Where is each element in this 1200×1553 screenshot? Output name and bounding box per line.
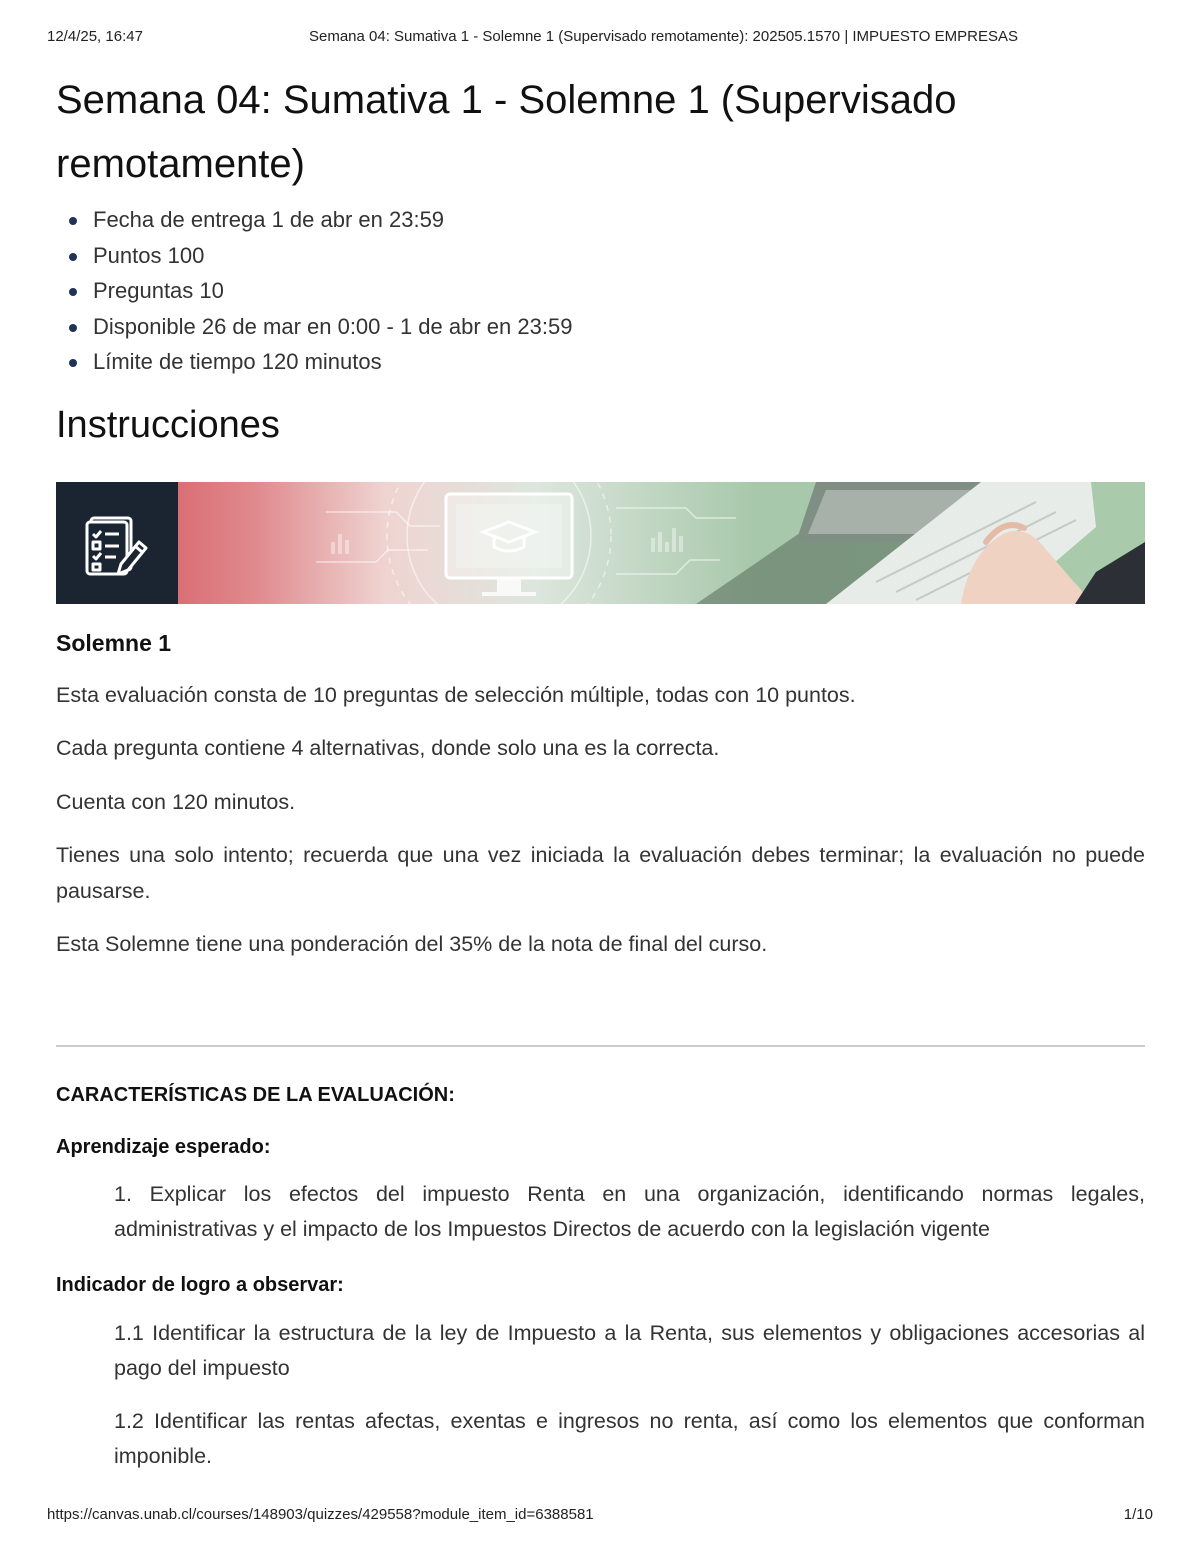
quiz-meta-questions: Preguntas 10 bbox=[56, 273, 1145, 309]
instruction-paragraph: Tienes una solo intento; recuerda que una vez iniciada la evaluación debes terminar; la evaluación no puede pausarse. bbox=[56, 843, 1145, 903]
indicator-item: 1.1 Identificar la estructura de la ley de Impuesto a la Renta, sus elementos y obligaciones accesorias al pago del impuesto bbox=[114, 1320, 1145, 1380]
monitor-graduation-cap-icon bbox=[446, 494, 572, 596]
print-page-number: 1/10 bbox=[1123, 1506, 1153, 1523]
learning-heading: Aprendizaje esperado: bbox=[56, 1135, 271, 1158]
quiz-meta-list bbox=[56, 202, 1145, 380]
print-date: 12/4/25, 16:47 bbox=[47, 28, 143, 45]
instructions-banner bbox=[56, 482, 1145, 604]
quiz-meta-due-date: Fecha de entrega 1 de abr en 23:59 bbox=[56, 202, 1145, 238]
indicator-item: 1.2 Identificar las rentas afectas, exentas e ingresos no renta, así como los elementos que conforman imponible. bbox=[114, 1408, 1145, 1468]
instruction-paragraph: Esta evaluación consta de 10 preguntas de selección múltiple, todas con 10 puntos. bbox=[56, 682, 856, 707]
print-url: https://canvas.unab.cl/courses/148903/quizzes/429558?module_item_id=6388581 bbox=[47, 1506, 594, 1523]
print-header bbox=[47, 28, 1153, 50]
characteristics-heading: CARACTERÍSTICAS DE LA EVALUACIÓN: bbox=[56, 1083, 455, 1106]
checklist-pencil-icon bbox=[56, 482, 178, 604]
quiz-meta-availability: Disponible 26 de mar en 0:00 - 1 de abr en 23:59 bbox=[56, 309, 1145, 345]
instructions-heading: Instrucciones bbox=[56, 403, 280, 446]
laptop-hands-icon bbox=[696, 482, 1145, 604]
section-title: Solemne 1 bbox=[56, 629, 172, 656]
quiz-meta-points: Puntos 100 bbox=[56, 238, 1145, 274]
quiz-content bbox=[56, 68, 1145, 1475]
instruction-paragraph: Esta Solemne tiene una ponderación del 35% de la nota de final del curso. bbox=[56, 932, 768, 956]
page-title: Semana 04: Sumativa 1 - Solemne 1 (Supervisado remotamente) bbox=[56, 78, 957, 186]
instruction-paragraph: Cada pregunta contiene 4 alternativas, donde solo una es la correcta. bbox=[56, 736, 720, 760]
section-divider bbox=[56, 1045, 1145, 1047]
instruction-paragraph: Cuenta con 120 minutos. bbox=[56, 789, 296, 814]
banner-illustration bbox=[56, 482, 1145, 604]
print-footer bbox=[47, 1506, 1153, 1528]
indicator-heading: Indicador de logro a observar: bbox=[56, 1273, 344, 1296]
quiz-meta-time-limit: Límite de tiempo 120 minutos bbox=[56, 344, 1145, 380]
learning-item: 1. Explicar los efectos del impuesto Renta en una organización, identificando normas legales, administrativas y el impacto de los Impuestos Directos de acuerdo con la legislación vigente bbox=[114, 1181, 1145, 1241]
checklist-icon-box bbox=[56, 482, 178, 604]
print-document-title: Semana 04: Sumativa 1 - Solemne 1 (Supervisado remotamente): 202505.1570 | IMPUESTO EMPRESAS bbox=[309, 28, 1018, 45]
